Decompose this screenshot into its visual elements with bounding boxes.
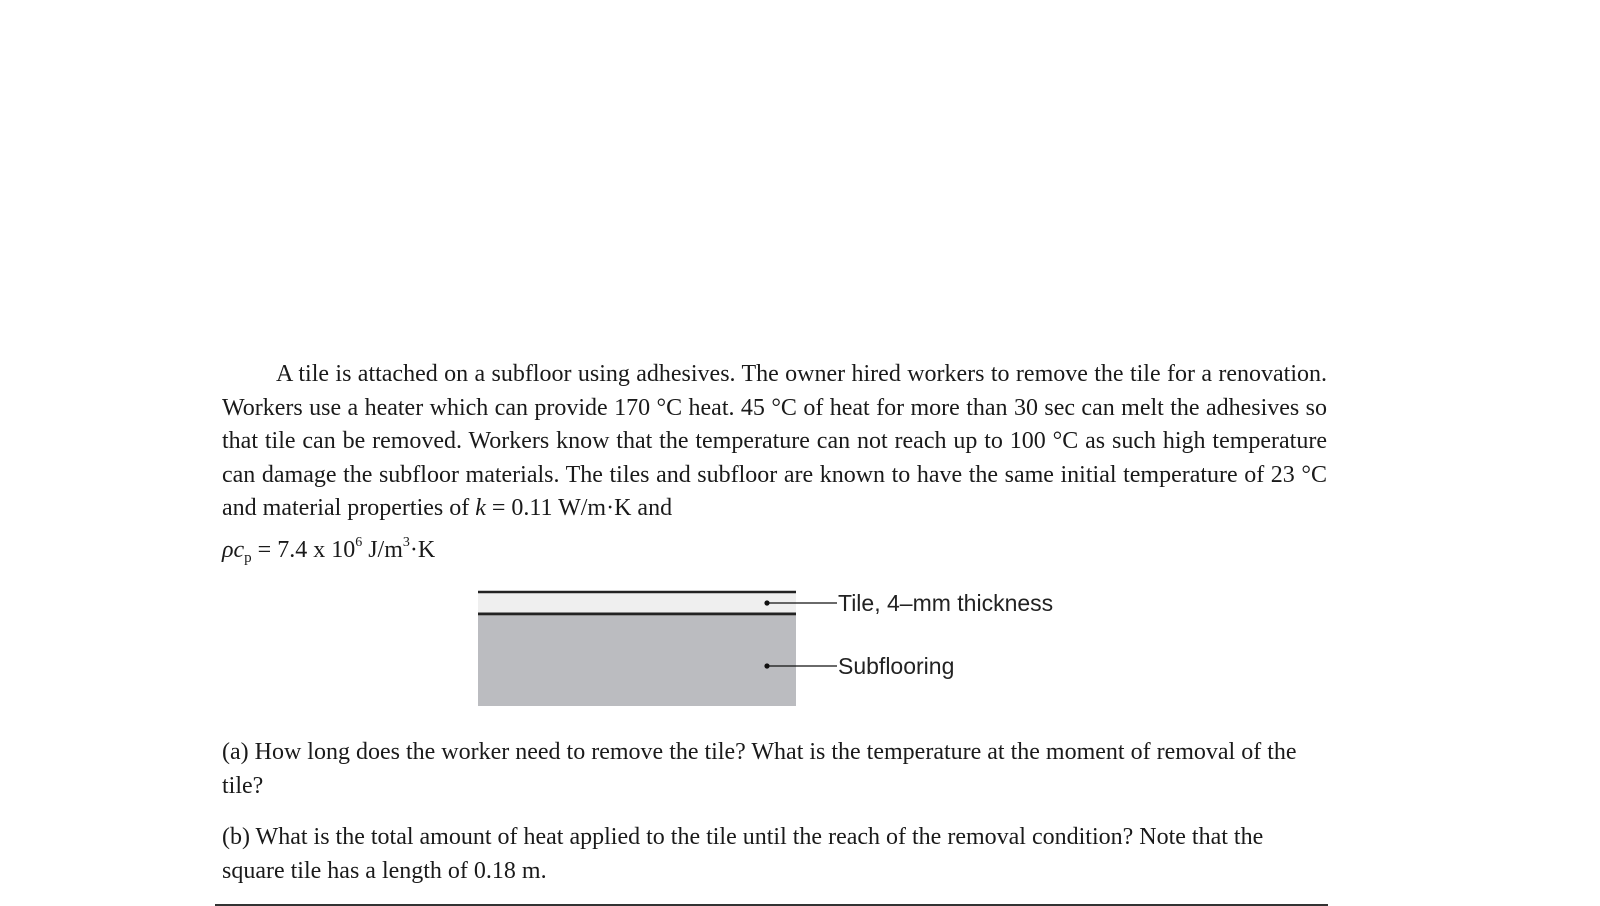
tile-subfloor-diagram xyxy=(460,582,1180,712)
tile-label: Tile, 4–mm thickness xyxy=(838,590,1054,616)
question-b: (b) What is the total amount of heat applied to the tile until the reach of the removal condition? Note that the square tile has a length of 0.18 m. xyxy=(222,824,1264,884)
formula-equals: = 7.4 x 10 xyxy=(251,537,356,563)
p-subscript: p xyxy=(244,550,252,566)
k-value: = 0.11 W/m·K and xyxy=(485,495,673,521)
k-symbol: k xyxy=(475,495,486,521)
problem-intro: A tile is attached on a subfloor using adhesives. The owner hired workers to remove the tile for a renovation. Workers use a heater which can provide 170 °C heat. 45 °C of heat for more than 30 sec can melt the adhesives so that tile can be removed. Workers know that the temperature can not reach up to 100 °C as such high temperature can damage the subfloor materials. The tiles and subfloor are known to have the same initial temperature of 23 °C and material properties of xyxy=(222,361,1327,521)
problem-statement xyxy=(222,358,1327,526)
subfloor-label: Subflooring xyxy=(838,653,955,679)
tile-layer xyxy=(478,592,796,614)
exponent-3: 3 xyxy=(402,535,410,550)
density-heat-capacity-formula xyxy=(222,526,435,575)
formula-unit: J/m xyxy=(362,537,403,563)
rho-c-symbol: ρc xyxy=(222,537,245,563)
exponent-6: 6 xyxy=(355,535,363,550)
question-a: (a) How long does the worker need to remove the tile? What is the temperature at the moment of removal of the tile? xyxy=(222,739,1297,799)
formula-unit-tail: ·K xyxy=(409,537,436,563)
problem-paragraph xyxy=(222,358,1327,526)
subfloor-layer xyxy=(478,616,796,706)
